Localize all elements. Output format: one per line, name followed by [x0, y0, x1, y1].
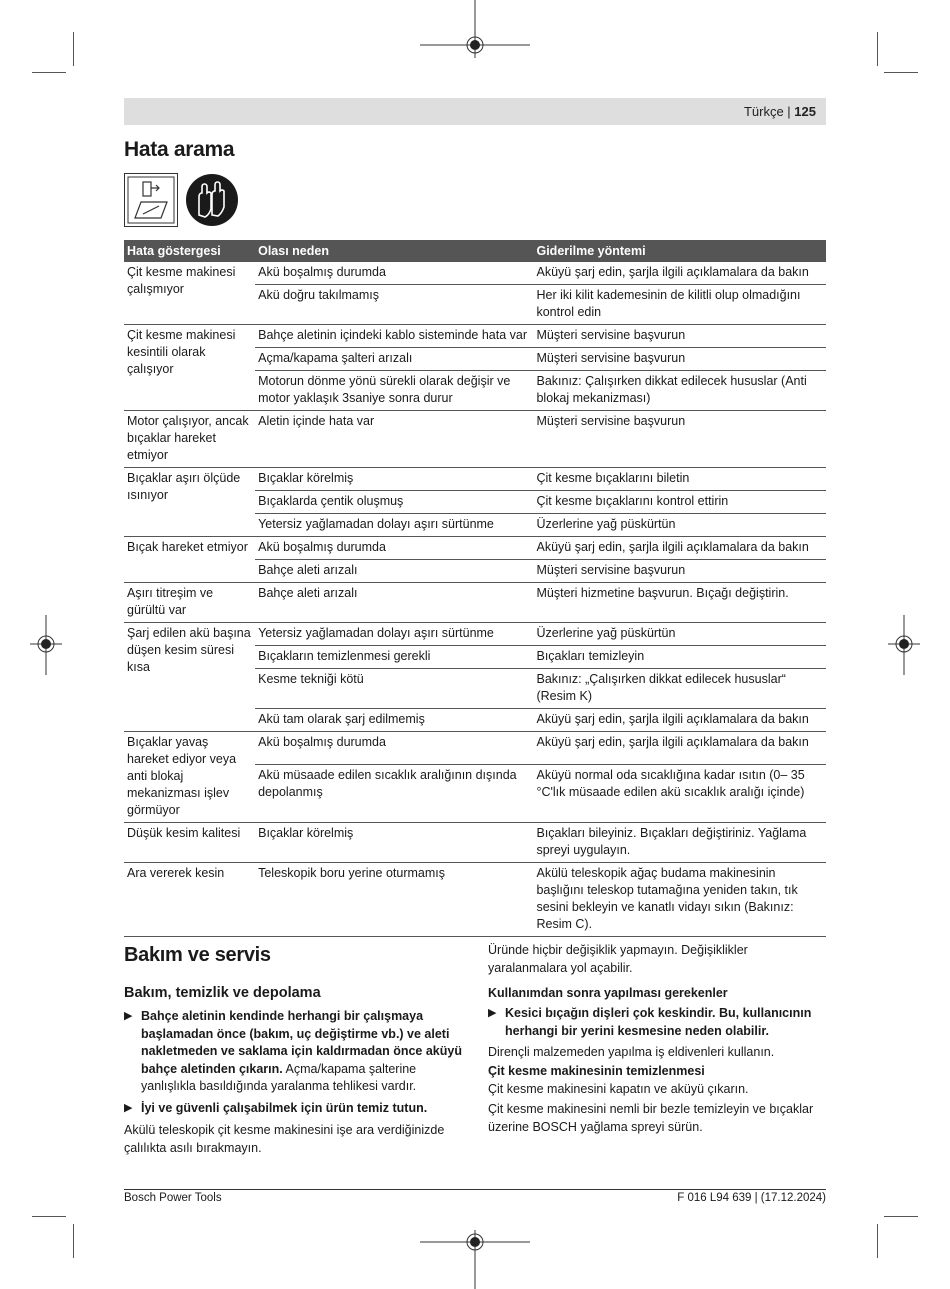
fault-cause: Bahçe aleti arızalı: [255, 583, 533, 623]
list-item: [488, 1005, 826, 1040]
fault-cause: Teleskopik boru yerine oturmamış: [255, 863, 533, 937]
list-item: [124, 1008, 464, 1096]
fault-remedy: Müşteri servisine başvurun: [533, 325, 826, 348]
bullet-arrow-icon: ▶: [124, 1102, 133, 1114]
fault-remedy: Bakınız: Çalışırken dikkat edilecek hususlar (Anti blokaj mekanizması): [533, 371, 826, 411]
fault-cause: Akü boşalmış durumda: [255, 262, 533, 285]
fault-remedy: Akülü teleskopik ağaç budama makinesinin başlığını teleskop tutamağına yeniden takın, tık sesini bekleyin ve kanatlı vidayı sıkın (Bakınız: Resim C).: [533, 863, 826, 937]
page-header: [124, 98, 826, 125]
bullet-bold-text: Kesici bıçağın dişleri çok keskindir. Bu, kullanıcının herhangi bir yerini kesmesine neden olabilir.: [505, 1006, 812, 1038]
registration-mark-icon: [888, 615, 920, 675]
footer-divider: [124, 1189, 826, 1190]
fault-cause: Bıçakların temizlenmesi gerekli: [255, 646, 533, 669]
fault-cause: Yetersiz yağlamadan dolayı aşırı sürtünme: [255, 514, 533, 537]
crop-mark: [73, 1224, 74, 1258]
bullet-bold-text: İyi ve güvenli çalışabilmek için ürün temiz tutun.: [141, 1101, 428, 1115]
table-row: [124, 468, 826, 491]
column-header: Olası neden: [255, 240, 533, 262]
service-section-title: Bakım ve servis: [124, 944, 271, 966]
bullet-bold-text: Bahçe aletinin kendinde herhangi bir çalışmaya başlamadan önce (bakım, uç değiştirme vb.) ve aleti nakletmeden ve saklama için kaldırmadan önce aküyü bahçe aletinden çıkarın.: [141, 1009, 462, 1076]
fault-symptom: Aşırı titreşim ve gürültü var: [124, 583, 255, 623]
fault-remedy: Müşteri hizmetine başvurun. Bıçağı değiştirin.: [533, 583, 826, 623]
table-row: [124, 262, 826, 285]
fault-cause: Bıçaklarda çentik oluşmuş: [255, 491, 533, 514]
fault-remedy: Müşteri servisine başvurun: [533, 560, 826, 583]
fault-cause: Bahçe aleti arızalı: [255, 560, 533, 583]
table-row: [124, 325, 826, 348]
fault-cause: Bıçaklar körelmiş: [255, 823, 533, 863]
fault-cause: Bıçaklar körelmiş: [255, 468, 533, 491]
fault-cause: Aletin içinde hata var: [255, 411, 533, 468]
bullet-arrow-icon: ▶: [488, 1007, 497, 1019]
paragraph: Üründe hiçbir değişiklik yapmayın. Değişiklikler yaralanmalara yol açabilir.: [488, 943, 748, 975]
read-manual-icon: [124, 173, 178, 227]
paragraph: Akülü teleskopik çit kesme makinesini işe ara verdiğinizde çalılıkta asılı bırakmayın.: [124, 1123, 445, 1155]
footer-left: Bosch Power Tools: [124, 1192, 222, 1204]
fault-symptom: Motor çalışıyor, ancak bıçaklar hareket etmiyor: [124, 411, 255, 468]
fault-table: [124, 240, 826, 937]
crop-mark: [884, 72, 918, 73]
fault-cause: Kesme tekniği kötü: [255, 669, 533, 709]
fault-section-title: Hata arama: [124, 138, 235, 161]
crop-mark: [32, 72, 66, 73]
fault-symptom: Çit kesme makinesi kesintili olarak çalışıyor: [124, 325, 255, 411]
table-row: [124, 823, 826, 863]
fault-cause: Motorun dönme yönü sürekli olarak değişir ve motor yaklaşık 3saniye sonra durur: [255, 371, 533, 411]
fault-remedy: Üzerlerine yağ püskürtün: [533, 514, 826, 537]
list-item: [124, 1100, 464, 1118]
crop-mark: [884, 1216, 918, 1217]
fault-cause: Akü müsaade edilen sıcaklık aralığının dışında depolanmış: [255, 765, 533, 823]
crop-mark: [32, 1216, 66, 1217]
crop-mark: [877, 32, 878, 66]
fault-symptom: Bıçaklar aşırı ölçüde ısınıyor: [124, 468, 255, 537]
table-row: [124, 623, 826, 646]
table-row: [124, 583, 826, 623]
table-header-row: [124, 240, 826, 262]
header-language: Türkçe: [743, 104, 784, 119]
fault-symptom: Ara vererek kesin: [124, 863, 255, 937]
crop-mark: [877, 1224, 878, 1258]
fault-remedy: Aküyü şarj edin, şarjla ilgili açıklamalara da bakın: [533, 732, 826, 765]
fault-symptom: Düşük kesim kalitesi: [124, 823, 255, 863]
footer-right: F 016 L94 639 | (17.12.2024): [677, 1192, 826, 1204]
table-row: [124, 863, 826, 937]
paragraph: Çit kesme makinesini kapatın ve aküyü çıkarın.: [488, 1082, 749, 1096]
fault-remedy: Aküyü normal oda sıcaklığına kadar ısıtın (0– 35 °C'lık müsaade edilen akü sıcaklık aralığı içinde): [533, 765, 826, 823]
table-row: [124, 411, 826, 468]
fault-cause: Açma/kapama şalteri arızalı: [255, 348, 533, 371]
table-row: [124, 732, 826, 765]
fault-cause: Akü doğru takılmamış: [255, 285, 533, 325]
fault-symptom: Bıçak hareket etmiyor: [124, 537, 255, 583]
paragraph: Dirençli malzemeden yapılma iş eldivenleri kullanın.: [488, 1045, 775, 1059]
fault-symptom: Bıçaklar yavaş hareket ediyor veya anti blokaj mekanizması işlev görmüyor: [124, 732, 255, 823]
page-number: 125: [794, 104, 816, 119]
fault-remedy: Bıçakları bileyiniz. Bıçakları değiştiriniz. Yağlama spreyi uygulayın.: [533, 823, 826, 863]
fault-remedy: Bakınız: „Çalışırken dikkat edilecek hususlar“ (Resim K): [533, 669, 826, 709]
paragraph: Çit kesme makinesini nemli bir bezle temizleyin ve bıçaklar üzerine BOSCH yağlama spreyi sürün.: [488, 1102, 814, 1134]
fault-remedy: Bıçakları temizleyin: [533, 646, 826, 669]
header-text: Türkçe | 125: [743, 104, 816, 119]
service-subtitle: Bakım, temizlik ve depolama: [124, 985, 321, 1001]
fault-cause: Yetersiz yağlamadan dolayı aşırı sürtünme: [255, 623, 533, 646]
fault-remedy: Müşteri servisine başvurun: [533, 411, 826, 468]
crop-mark: [73, 32, 74, 66]
bullet-arrow-icon: ▶: [124, 1010, 133, 1022]
fault-remedy: Üzerlerine yağ püskürtün: [533, 623, 826, 646]
column-header: Giderilme yöntemi: [533, 240, 826, 262]
fault-symptom: Şarj edilen akü başına düşen kesim süresi kısa: [124, 623, 255, 732]
fault-remedy: Çit kesme bıçaklarını biletin: [533, 468, 826, 491]
fault-cause: Akü tam olarak şarj edilmemiş: [255, 709, 533, 732]
fault-remedy: Aküyü şarj edin, şarjla ilgili açıklamalara da bakın: [533, 709, 826, 732]
column-header: Hata göstergesi: [124, 240, 255, 262]
registration-mark-icon: [420, 0, 530, 60]
fault-cause: Bahçe aletinin içindeki kablo sisteminde hata var: [255, 325, 533, 348]
registration-mark-icon: [420, 1230, 530, 1289]
fault-remedy: Aküyü şarj edin, şarjla ilgili açıklamalara da bakın: [533, 537, 826, 560]
bullet-text: Açma/kapama şalterine yanlışlıkla basıldığında yaralanma tehlikesi vardır.: [141, 1061, 417, 1093]
protective-gloves-icon: [185, 173, 239, 227]
fault-remedy: Her iki kilit kademesinin de kilitli olup olmadığını kontrol edin: [533, 285, 826, 325]
fault-cause: Akü boşalmış durumda: [255, 537, 533, 560]
fault-remedy: Müşteri servisine başvurun: [533, 348, 826, 371]
table-row: [124, 537, 826, 560]
registration-mark-icon: [30, 615, 62, 675]
fault-cause: Akü boşalmış durumda: [255, 732, 533, 765]
cleaning-title: Çit kesme makinesinin temizlenmesi: [488, 1064, 705, 1078]
fault-remedy: Aküyü şarj edin, şarjla ilgili açıklamalara da bakın: [533, 262, 826, 285]
fault-symptom: Çit kesme makinesi çalışmıyor: [124, 262, 255, 325]
after-use-title: Kullanımdan sonra yapılması gerekenler: [488, 986, 728, 1000]
fault-remedy: Çit kesme bıçaklarını kontrol ettirin: [533, 491, 826, 514]
